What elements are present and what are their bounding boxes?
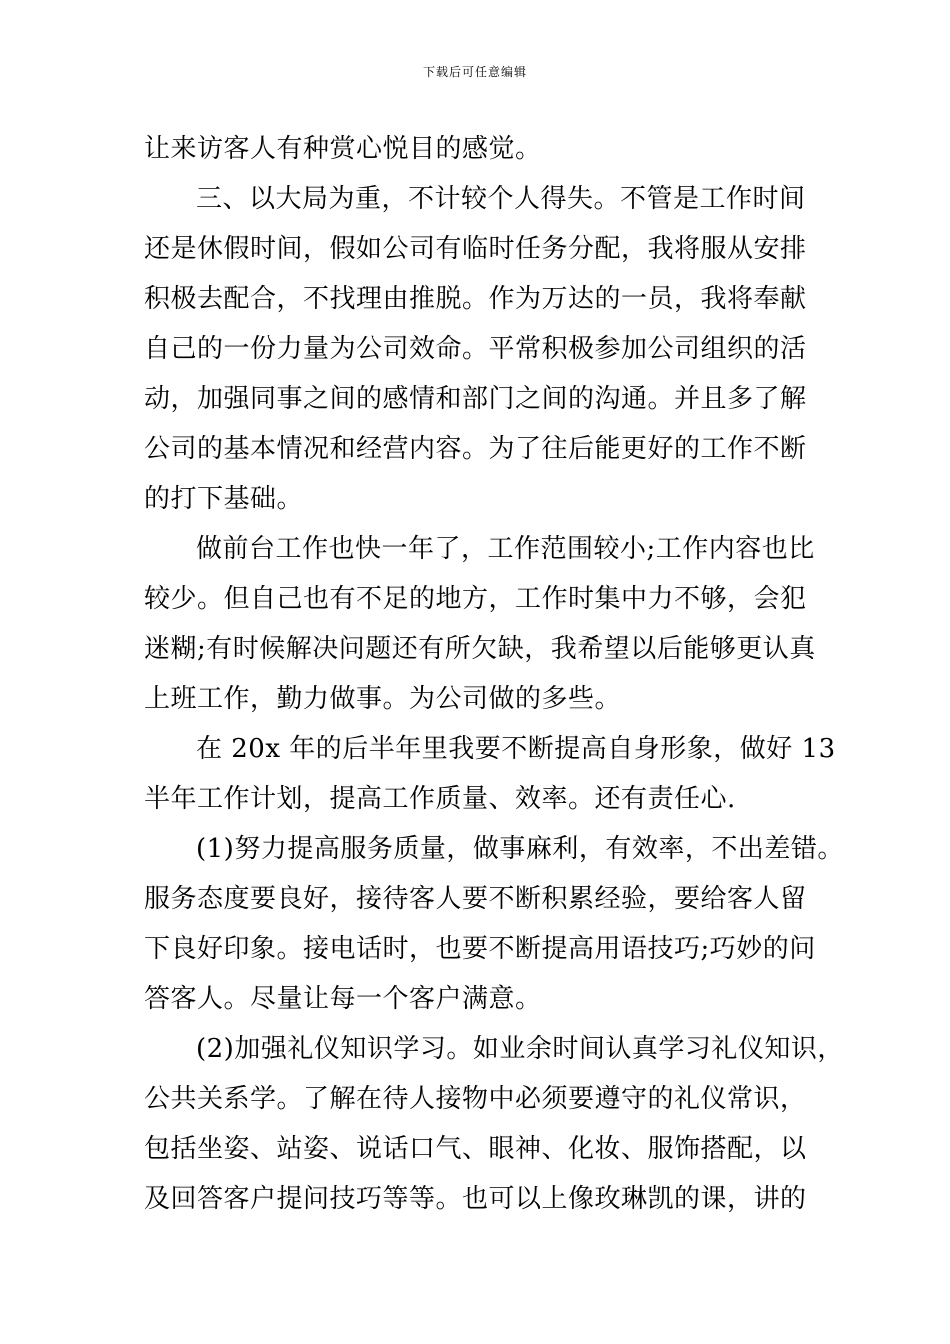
page-header: 下载后可任意编辑 xyxy=(422,65,527,79)
text-line: 做前台工作也快一年了，工作范围较小;工作内容也比 xyxy=(196,534,815,564)
text-line: 半年工作计划，提高工作质量、效率。还有责任心. xyxy=(144,784,736,814)
text-line: 公共关系学。了解在待人接物中必须要遵守的礼仪常识， xyxy=(144,1084,807,1114)
text-line: 公司的基本情况和经营内容。为了往后能更好的工作不断 xyxy=(144,434,807,464)
text-line: 让来访客人有种赏心悦目的感觉。 xyxy=(144,134,542,164)
text-line: 包括坐姿、站姿、说话口气、眼神、化妆、服饰搭配，以 xyxy=(144,1134,807,1164)
document-body xyxy=(144,124,844,1224)
text-line: 及回答客户提问技巧等等。也可以上像玫琳凯的课，讲的 xyxy=(144,1184,807,1214)
text-line: 积极去配合，不找理由推脱。作为万达的一员，我将奉献 xyxy=(144,284,807,314)
text-line: 三、以大局为重，不计较个人得失。不管是工作时间 xyxy=(196,184,806,214)
text-line: 下良好印象。接电话时，也要不断提高用语技巧;巧妙的问 xyxy=(144,934,816,964)
text-line: (2)加强礼仪知识学习。如业余时间认真学习礼仪知识， xyxy=(196,1034,844,1064)
text-line: 自己的一份力量为公司效命。平常积极参加公司组织的活 xyxy=(144,334,807,364)
text-line: (1)努力提高服务质量，做事麻利，有效率，不出差错。 xyxy=(196,834,844,864)
text-line: 服务态度要良好，接待客人要不断积累经验，要给客人留 xyxy=(144,884,807,914)
text-line: 还是休假时间，假如公司有临时任务分配，我将服从安排 xyxy=(144,234,807,264)
text-line: 迷糊;有时候解决问题还有所欠缺，我希望以后能够更认真 xyxy=(144,634,816,664)
text-line: 上班工作，勤力做事。为公司做的多些。 xyxy=(144,684,622,714)
text-line: 较少。但自己也有不足的地方，工作时集中力不够，会犯 xyxy=(144,584,807,614)
text-line: 动，加强同事之间的感情和部门之间的沟通。并且多了解 xyxy=(144,384,807,414)
text-line: 答客人。尽量让每一个客户满意。 xyxy=(144,984,542,1014)
text-line: 的打下基础。 xyxy=(144,484,304,514)
text-line: 在 20x 年的后半年里我要不断提高自身形象，做好 13 xyxy=(196,734,836,764)
